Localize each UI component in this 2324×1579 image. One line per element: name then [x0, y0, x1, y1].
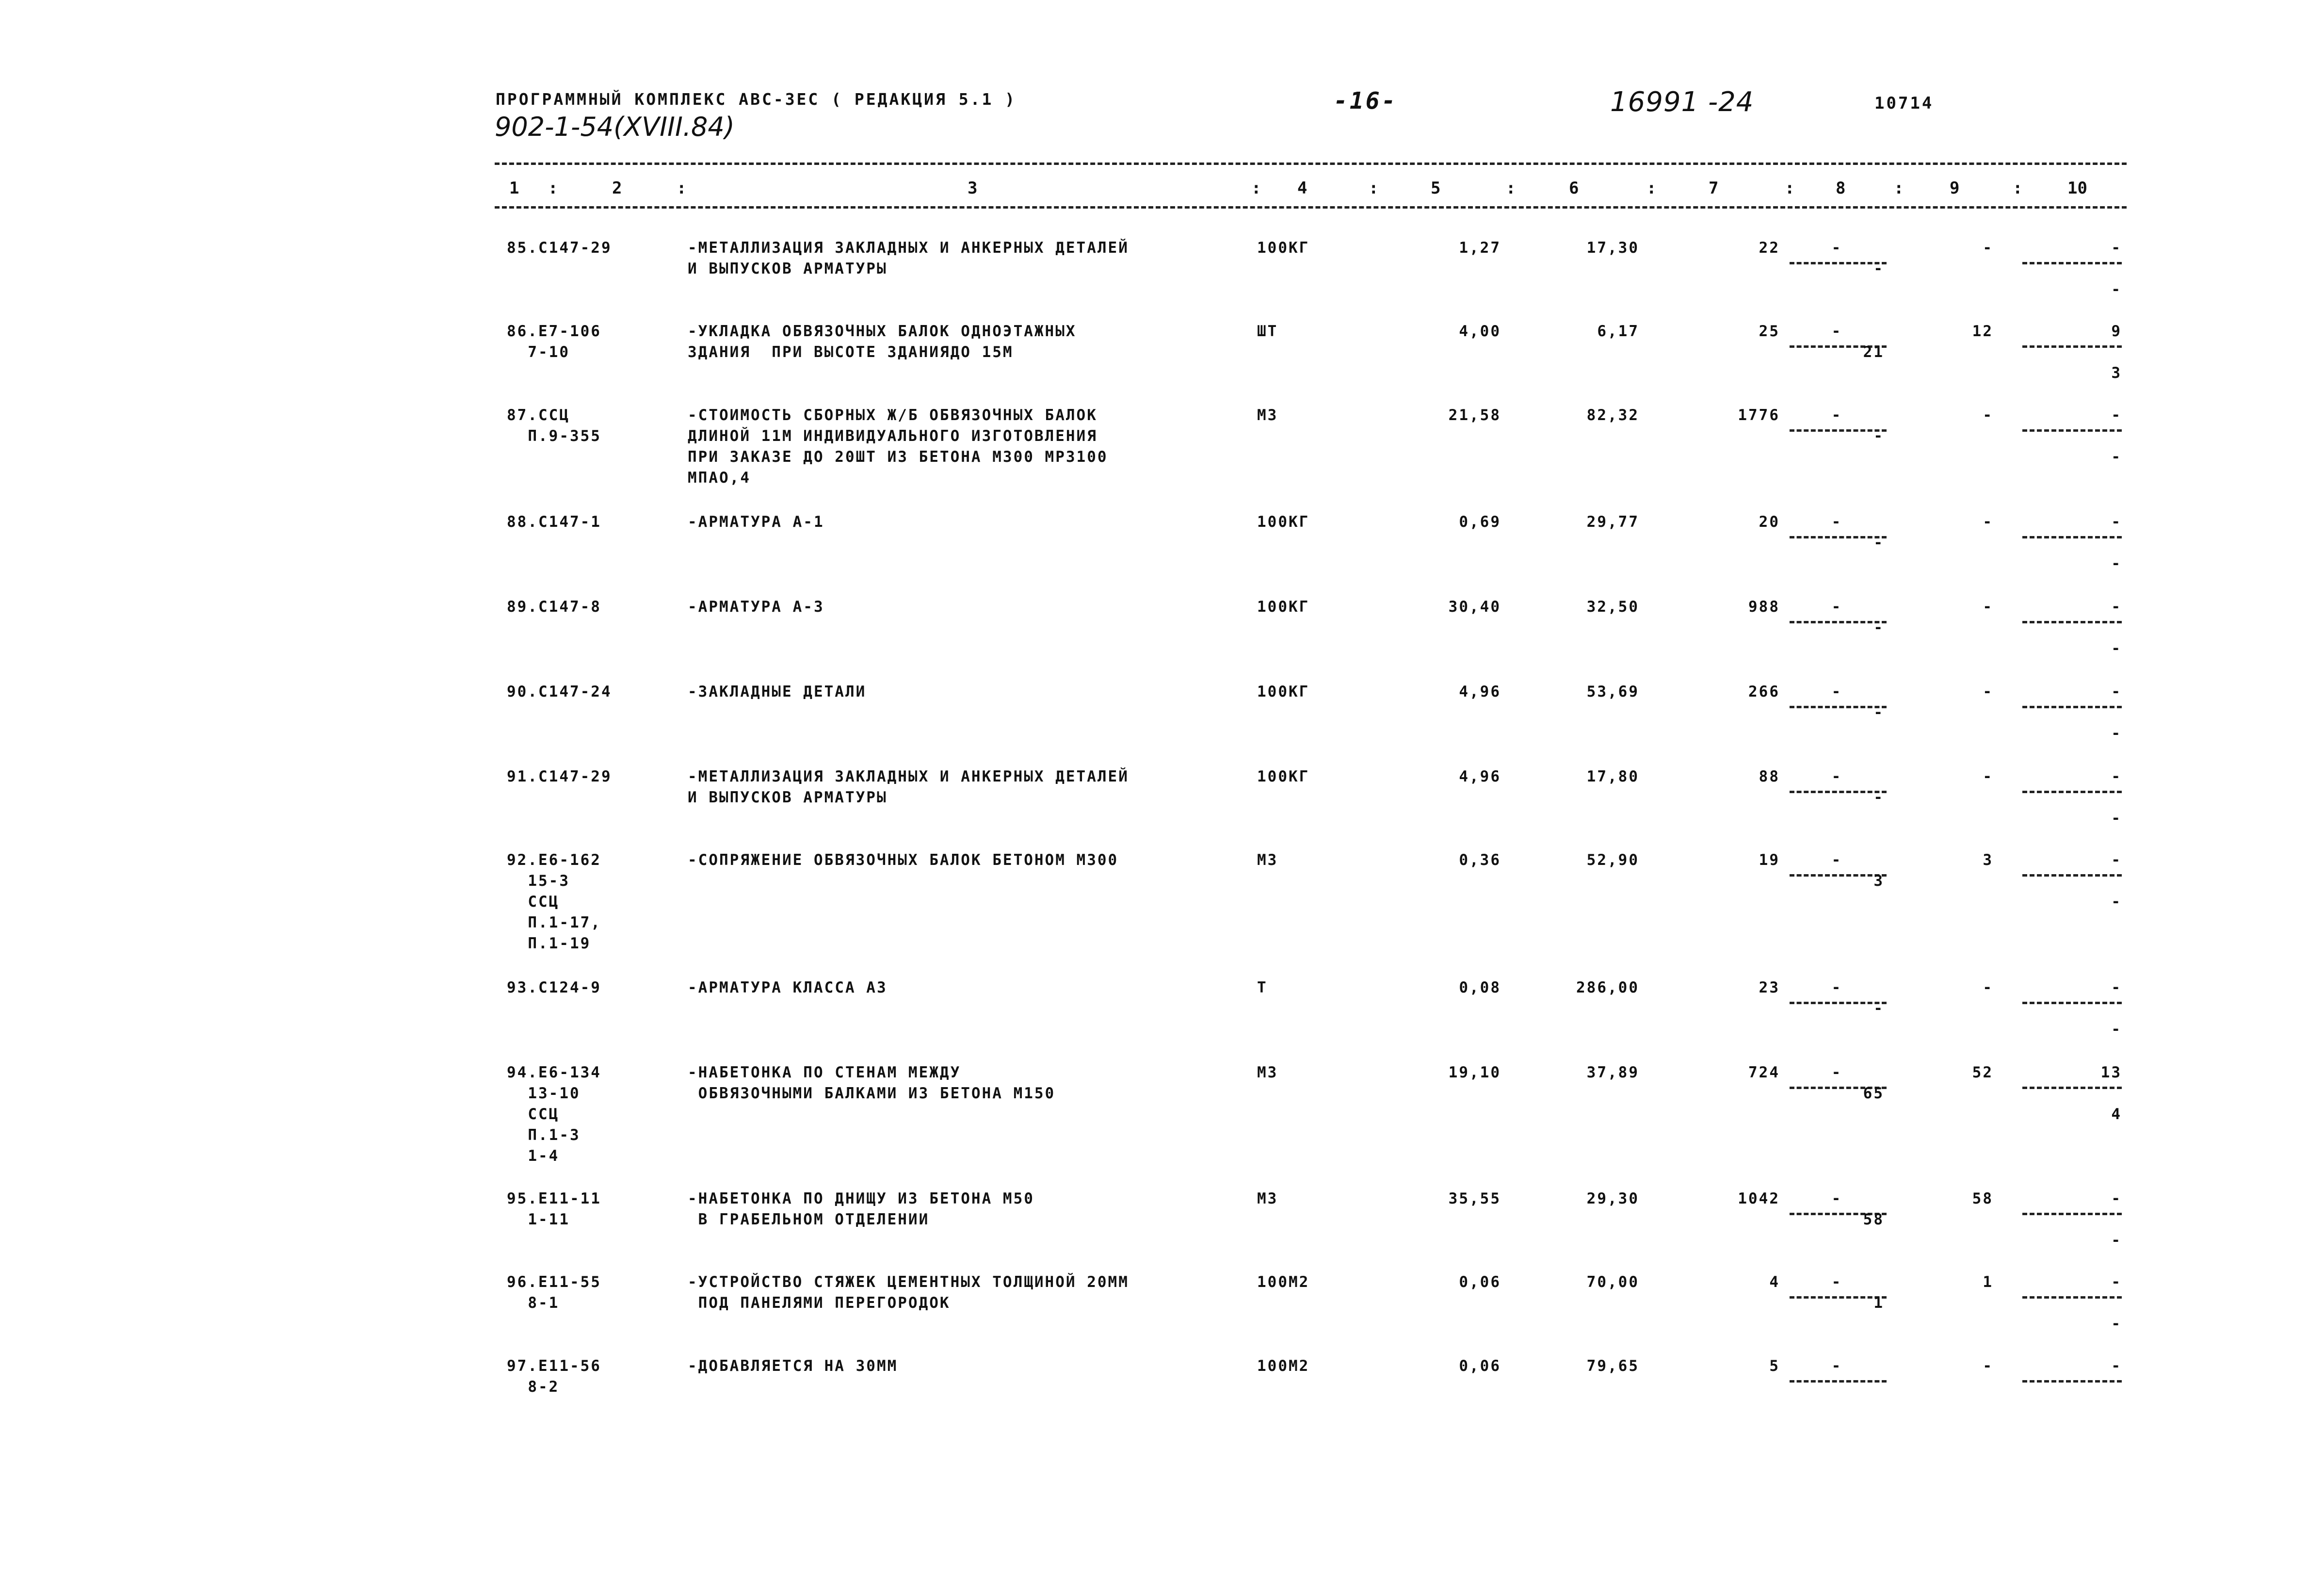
col-header-2: 2	[612, 179, 622, 198]
cell-col5: 4,96	[1459, 768, 1501, 785]
cell-description: -АРМАТУРА А-1	[688, 513, 824, 531]
cell-col8-top: -	[1831, 979, 1842, 996]
cell-unit: 100КГ	[1257, 768, 1310, 785]
cell-col8-top: -	[1831, 407, 1842, 424]
col-header-10: 10	[2067, 179, 2087, 198]
cell-col9: 12	[1972, 323, 1993, 340]
col-separator: :	[1251, 179, 1261, 198]
table-row	[0, 766, 2324, 827]
cell-col10-top: -	[2111, 1273, 2122, 1291]
table-row	[0, 405, 2324, 487]
cell-unit: Т	[1257, 979, 1268, 996]
cell-col6: 6,17	[1597, 323, 1639, 340]
cell-col6: 70,00	[1586, 1273, 1639, 1291]
cell-col9: -	[1983, 239, 1993, 257]
cell-col10-divider	[2022, 429, 2122, 432]
cell-col10-bottom: -	[2111, 448, 2122, 466]
cell-col9: -	[1983, 598, 1993, 616]
cell-description: -СТОИМОСТЬ СБОРНЫХ Ж/Б ОБВЯЗОЧНЫХ БАЛОК ДЛИНОЙ 11М ИНДИВИДУАЛЬНОГО ИЗГОТОВЛЕНИЯ ПРИ ЗАКАЗЕ ДО 20ШТ ИЗ БЕТОНА М300 МРЗ100 МПАО,4	[688, 407, 1108, 487]
table-row	[0, 321, 2324, 382]
cell-col10-divider	[2022, 1296, 2122, 1299]
cell-description: -АРМАТУРА А-3	[688, 598, 824, 616]
cell-col10-divider	[2022, 262, 2122, 264]
cell-col10-divider	[2022, 345, 2122, 348]
cell-col10-bottom: -	[2111, 1232, 2122, 1249]
cell-col8-bottom: -	[1873, 534, 1884, 552]
cell-col5: 19,10	[1448, 1064, 1501, 1081]
cell-unit: М3	[1257, 851, 1278, 869]
cell-col8-bottom: 1	[1873, 1294, 1884, 1312]
cell-col5: 0,08	[1459, 979, 1501, 996]
cell-col6: 17,30	[1586, 239, 1639, 257]
cell-col9: -	[1983, 979, 1993, 996]
cell-col8-top: -	[1831, 513, 1842, 531]
cell-description: -СОПРЯЖЕНИЕ ОБВЯЗОЧНЫХ БАЛОК БЕТОНОМ М300	[688, 851, 1119, 869]
cell-code: 87.ССЦ П.9-355	[507, 407, 601, 445]
cell-col7: 22	[1759, 239, 1780, 257]
sheet-code: 16991 -24	[1610, 86, 1754, 118]
cell-code: 85.С147-29	[507, 239, 612, 257]
cell-col9: -	[1983, 1357, 1993, 1375]
cell-col5: 4,00	[1459, 323, 1501, 340]
cell-col6: 53,69	[1586, 683, 1639, 700]
col-header-4: 4	[1297, 179, 1307, 198]
cell-col8-bottom: 21	[1863, 343, 1884, 361]
cell-col8-top: -	[1831, 683, 1842, 700]
cell-col8-bottom: 65	[1863, 1085, 1884, 1102]
cell-col7: 25	[1759, 323, 1780, 340]
cell-col9: 1	[1983, 1273, 1993, 1291]
cell-col10-divider	[2022, 621, 2122, 623]
cell-col10-top: -	[2111, 979, 2122, 996]
cell-col7: 20	[1759, 513, 1780, 531]
cell-unit: 100М2	[1257, 1357, 1310, 1375]
cell-col8-bottom: -	[1873, 789, 1884, 806]
col-separator: :	[677, 179, 687, 198]
cell-col9: 3	[1983, 851, 1993, 869]
cell-col8-top: -	[1831, 1273, 1842, 1291]
cell-col6: 17,80	[1586, 768, 1639, 785]
cell-code: 92.Е6-162 15-3 ССЦ П.1-17, П.1-19	[507, 851, 601, 952]
cell-col8-top: -	[1831, 239, 1842, 257]
cell-unit: 100КГ	[1257, 683, 1310, 700]
cell-col10-top: -	[2111, 513, 2122, 531]
cell-col10-top: -	[2111, 851, 2122, 869]
cell-col10-bottom: 4	[2111, 1106, 2122, 1123]
cell-col5: 1,27	[1459, 239, 1501, 257]
cell-description: -УКЛАДКА ОБВЯЗОЧНЫХ БАЛОК ОДНОЭТАЖНЫХ ЗДАНИЯ ПРИ ВЫСОТЕ ЗДАНИЯДО 15М	[688, 323, 1077, 361]
cell-description: -НАБЕТОНКА ПО ДНИЩУ ИЗ БЕТОНА М50 В ГРАБЕЛЬНОМ ОТДЕЛЕНИИ	[688, 1190, 1034, 1228]
cell-col10-top: -	[2111, 768, 2122, 785]
program-title: ПРОГРАММНЫЙ КОМПЛЕКС АВС-3ЕС ( РЕДАКЦИЯ 5.1 )	[496, 90, 1017, 109]
cell-col8-bottom: -	[1873, 427, 1884, 445]
cell-col5: 0,06	[1459, 1357, 1501, 1375]
cell-col10-divider	[2022, 536, 2122, 538]
cell-unit: М3	[1257, 407, 1278, 424]
cell-code: 88.С147-1	[507, 513, 601, 531]
cell-col9: -	[1983, 407, 1993, 424]
cell-col5: 35,55	[1448, 1190, 1501, 1207]
table-row	[0, 1188, 2324, 1249]
cell-col6: 32,50	[1586, 598, 1639, 616]
col-separator: :	[1785, 179, 1795, 198]
cell-description: -МЕТАЛЛИЗАЦИЯ ЗАКЛАДНЫХ И АНКЕРНЫХ ДЕТАЛЕЙ И ВЫПУСКОВ АРМАТУРЫ	[688, 768, 1129, 806]
col-header-7: 7	[1709, 179, 1719, 198]
cell-col10-divider	[2022, 1380, 2122, 1383]
cell-col10-bottom: -	[2111, 555, 2122, 572]
cell-col10-bottom: -	[2111, 281, 2122, 298]
cell-description: -ЗАКЛАДНЫЕ ДЕТАЛИ	[688, 683, 867, 700]
cell-col6: 29,30	[1586, 1190, 1639, 1207]
cell-col10-top: -	[2111, 683, 2122, 700]
cell-col10-bottom: -	[2111, 640, 2122, 657]
cell-col8-top: -	[1831, 768, 1842, 785]
cell-col5: 0,06	[1459, 1273, 1501, 1291]
cell-col10-bottom: -	[2111, 725, 2122, 742]
cell-col10-divider	[2022, 874, 2122, 877]
col-header-3: 3	[968, 179, 978, 198]
cell-col10-divider	[2022, 791, 2122, 793]
cell-col5: 21,58	[1448, 407, 1501, 424]
cell-col6: 79,65	[1586, 1357, 1639, 1375]
cell-code: 97.Е11-56 8-2	[507, 1357, 601, 1396]
cell-col9: -	[1983, 513, 1993, 531]
cell-code: 96.Е11-55 8-1	[507, 1273, 601, 1312]
col-header-9: 9	[1950, 179, 1960, 198]
cell-col9: 52	[1972, 1064, 1993, 1081]
cell-col10-top: 13	[2100, 1064, 2122, 1081]
cell-col5: 4,96	[1459, 683, 1501, 700]
cell-col10-top: -	[2111, 239, 2122, 257]
cell-col7: 4	[1769, 1273, 1780, 1291]
col-header-6: 6	[1569, 179, 1579, 198]
col-separator: :	[548, 179, 558, 198]
cell-code: 86.Е7-106 7-10	[507, 323, 601, 361]
cell-col5: 0,69	[1459, 513, 1501, 531]
cell-code: 90.С147-24	[507, 683, 612, 700]
cell-col6: 82,32	[1586, 407, 1639, 424]
table-row	[0, 977, 2324, 1038]
cell-col9: 58	[1972, 1190, 1993, 1207]
header-rule-bottom	[495, 206, 2127, 209]
cell-col7: 1776	[1738, 407, 1780, 424]
cell-col9: -	[1983, 683, 1993, 700]
header-rule-top	[495, 163, 2127, 165]
cell-col8-top: -	[1831, 1190, 1842, 1207]
cell-col10-bottom: -	[2111, 810, 2122, 827]
cell-col10-top: -	[2111, 1357, 2122, 1375]
col-separator: :	[2013, 179, 2023, 198]
cell-unit: 100М2	[1257, 1273, 1310, 1291]
cell-col6: 286,00	[1576, 979, 1639, 996]
cell-col8-bottom: 3	[1873, 872, 1884, 890]
cell-col8-top: -	[1831, 598, 1842, 616]
cell-description: -МЕТАЛЛИЗАЦИЯ ЗАКЛАДНЫХ И АНКЕРНЫХ ДЕТАЛЕЙ И ВЫПУСКОВ АРМАТУРЫ	[688, 239, 1129, 277]
cell-unit: ШТ	[1257, 323, 1278, 340]
cell-col7: 5	[1769, 1357, 1780, 1375]
cell-col7: 724	[1748, 1064, 1780, 1081]
col-separator: :	[1369, 179, 1379, 198]
cell-col10-divider	[2022, 1087, 2122, 1089]
cell-description: -УСТРОЙСТВО СТЯЖЕК ЦЕМЕНТНЫХ ТОЛЩИНОЙ 20ММ ПОД ПАНЕЛЯМИ ПЕРЕГОРОДОК	[688, 1273, 1129, 1312]
page-number: -16-	[1334, 87, 1398, 114]
col-separator: :	[1506, 179, 1516, 198]
cell-description: -АРМАТУРА КЛАССА АЗ	[688, 979, 888, 996]
cell-col10-bottom: -	[2111, 893, 2122, 911]
cell-code: 91.С147-29	[507, 768, 612, 785]
cell-col10-bottom: -	[2111, 1315, 2122, 1333]
cell-col8-bottom: -	[1873, 260, 1884, 277]
cell-code: 94.Е6-134 13-10 ССЦ П.1-3 1-4	[507, 1064, 601, 1165]
cell-col10-top: -	[2111, 1190, 2122, 1207]
cell-unit: М3	[1257, 1064, 1278, 1081]
cell-col10-bottom: 3	[2111, 364, 2122, 382]
cell-unit: 100КГ	[1257, 239, 1310, 257]
cell-col7: 266	[1748, 683, 1780, 700]
cell-col7: 19	[1759, 851, 1780, 869]
document-code: 10714	[1874, 94, 1934, 113]
col-separator: :	[1894, 179, 1904, 198]
cell-col10-top: -	[2111, 598, 2122, 616]
cell-col6: 37,89	[1586, 1064, 1639, 1081]
cell-col8-top: -	[1831, 1357, 1842, 1375]
cell-col10-top: -	[2111, 407, 2122, 424]
cell-col5: 30,40	[1448, 598, 1501, 616]
cell-col8-bottom: -	[1873, 704, 1884, 721]
cell-col7: 1042	[1738, 1190, 1780, 1207]
cell-col8-bottom: 58	[1863, 1211, 1884, 1228]
cell-col7: 88	[1759, 768, 1780, 785]
cell-col8-divider	[1790, 1380, 1887, 1383]
cell-code: 95.Е11-11 1-11	[507, 1190, 601, 1228]
cell-col10-top: 9	[2111, 323, 2122, 340]
cell-col10-bottom: -	[2111, 1021, 2122, 1038]
cell-description: -НАБЕТОНКА ПО СТЕНАМ МЕЖДУ ОБВЯЗОЧНЫМИ БАЛКАМИ ИЗ БЕТОНА М150	[688, 1064, 1056, 1102]
col-header-5: 5	[1431, 179, 1441, 198]
cell-col8-top: -	[1831, 851, 1842, 869]
cell-col8-bottom: -	[1873, 619, 1884, 636]
cell-unit: 100КГ	[1257, 513, 1310, 531]
cell-code: 89.С147-8	[507, 598, 601, 616]
cell-unit: М3	[1257, 1190, 1278, 1207]
cell-code: 93.С124-9	[507, 979, 601, 996]
cell-col7: 23	[1759, 979, 1780, 996]
cell-col10-divider	[2022, 1213, 2122, 1215]
cell-col6: 52,90	[1586, 851, 1639, 869]
col-header-1: 1	[509, 179, 519, 198]
col-separator: :	[1646, 179, 1657, 198]
cell-col8-top: -	[1831, 1064, 1842, 1081]
cell-col10-divider	[2022, 706, 2122, 708]
cell-col7: 988	[1748, 598, 1780, 616]
col-header-8: 8	[1836, 179, 1846, 198]
cell-col10-divider	[2022, 1002, 2122, 1004]
cell-col8-bottom: -	[1873, 1000, 1884, 1017]
cell-col5: 0,36	[1459, 851, 1501, 869]
document-number: 902-1-54(XVIII.84)	[495, 112, 735, 142]
cell-unit: 100КГ	[1257, 598, 1310, 616]
cell-col9: -	[1983, 768, 1993, 785]
table-row	[0, 1062, 2324, 1165]
cell-col6: 29,77	[1586, 513, 1639, 531]
cell-col8-top: -	[1831, 323, 1842, 340]
cell-description: -ДОБАВЛЯЕТСЯ НА 30ММ	[688, 1357, 898, 1375]
